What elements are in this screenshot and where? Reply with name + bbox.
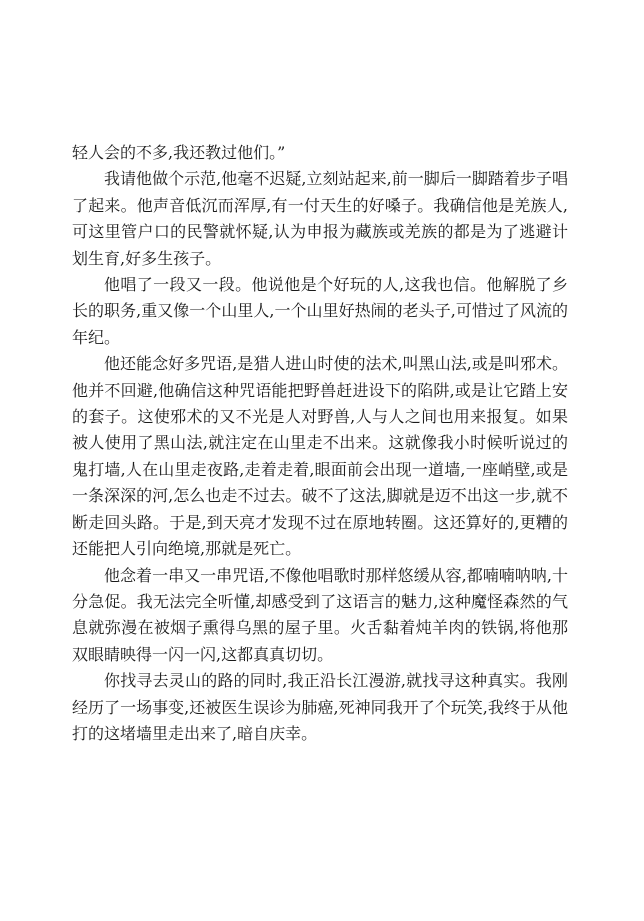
paragraph-continuation: 轻人会的不多,我还教过他们。” <box>72 143 286 162</box>
body-text <box>72 140 568 747</box>
paragraph: 他念着一串又一串咒语,不像他唱歌时那样悠缓从容,都喃喃呐呐,十分急促。我无法完全听懂,却感受到了这语言的魅力,这种魔怪森然的气息就弥漫在被烟子熏得乌黑的屋子里。火舌黏着炖羊肉的铁锅,将他那双眼睛映得一闪一闪,这都真真切切。 <box>72 565 568 664</box>
paragraph: 他唱了一段又一段。他说他是个好玩的人,这我也信。他解脱了乡长的职务,重又像一个山里人,一个山里好热闹的老头子,可惜过了风流的年纪。 <box>72 275 568 347</box>
paragraph: 你找寻去灵山的路的同时,我正沿长江漫游,就找寻这种真实。我刚经历了一场事变,还被医生误诊为肺癌,死神同我开了个玩笑,我终于从他打的这堵墙里走出来了,暗自庆幸。 <box>72 671 568 743</box>
paragraph: 他还能念好多咒语,是猎人进山时使的法术,叫黑山法,或是叫邪术。他并不回避,他确信这种咒语能把野兽赶进设下的陷阱,或是让它踏上安的套子。这使邪术的又不光是人对野兽,人与人之间也用来报复。如果被人使用了黑山法,就注定在山里走不出来。这就像我小时候听说过的鬼打墙,人在山里走夜路,走着走着,眼面前会出现一道墙,一座峭壁,或是一条深深的河,怎么也走不过去。破不了这法,脚就是迈不出这一步,就不断走回头路。于是,到天亮才发现不过在原地转圈。这还算好的,更糟的还能把人引向绝境,那就是死亡。 <box>72 354 568 559</box>
paragraph: 我请他做个示范,他毫不迟疑,立刻站起来,前一脚后一脚踏着步子唱了起来。他声音低沉而浑厚,有一付天生的好嗓子。我确信他是羌族人,可这里管户口的民警就怀疑,认为申报为藏族或羌族的都是为了逃避计划生育,好多生孩子。 <box>72 169 568 268</box>
